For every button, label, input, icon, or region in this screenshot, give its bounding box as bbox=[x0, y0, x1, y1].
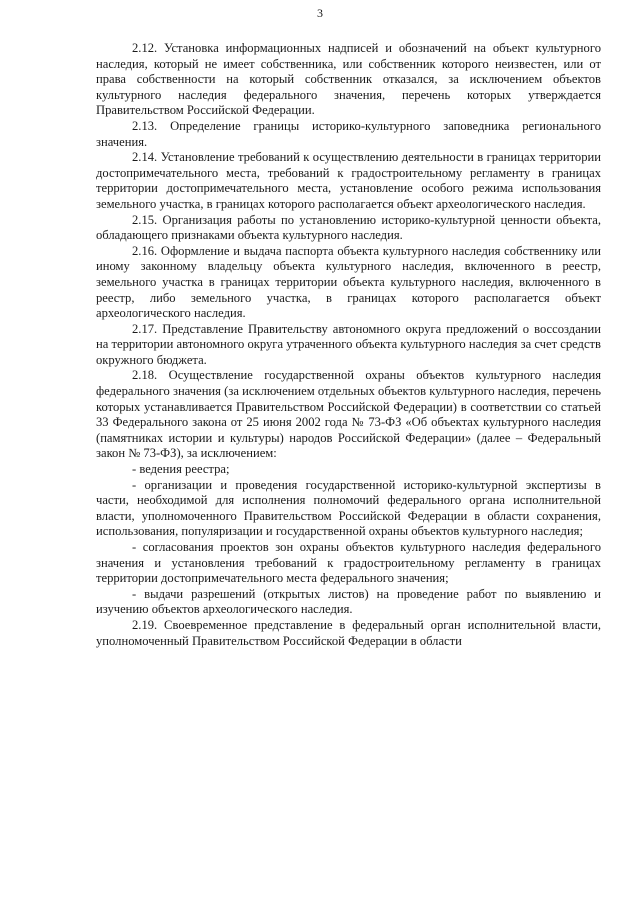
paragraph-2-12: 2.12. Установка информационных надписей и обозначений на объект культурного наследия, который не имеет собственника, или собственник которого неизвестен, или от права собственности на который собственник отказался, за исключением объектов культурного наследия федерального значения, перечень которых утверждается Правительством Российской Федерации. bbox=[96, 41, 601, 118]
exception-item-open-sheets: - выдачи разрешений (открытых листов) на проведение работ по выявлению и изучению объектов археологического наследия. bbox=[96, 586, 601, 617]
page-number: 3 bbox=[317, 6, 323, 20]
paragraph-2-17: 2.17. Представление Правительству автономного округа предложений о воссоздании на территории автономного округа утраченного объекта культурного наследия за счет средств окружного бюджета. bbox=[96, 321, 601, 367]
paragraph-2-18: 2.18. Осуществление государственной охраны объектов культурного наследия федерального значения (за исключением отдельных объектов культурного наследия, перечень которых устанавливается Правительством Российской Федерации) в соответствии со статьей 33 Федерального закона от 25 июня 2002 года № 73-ФЗ «Об объектах культурного наследия (памятниках истории и культуры) народов Российской Федерации» (далее – Федеральный закон № 73-ФЗ), за исключением: bbox=[96, 368, 601, 461]
paragraph-2-15: 2.15. Организация работы по установлению историко-культурной ценности объекта, обладающего признаками объекта культурного наследия. bbox=[96, 212, 601, 243]
paragraph-2-14: 2.14. Установление требований к осуществлению деятельности в границах территории достопримечательного места, требований к градостроительному регламенту в границах территории достопримечательного места, установление особого режима использования земельного участка, в границах которого располагается объект археологического наследия. bbox=[96, 150, 601, 211]
exception-item-protection-zones: - согласования проектов зон охраны объектов культурного наследия федерального значения и установления требований к градостроительному регламенту в границах территории достопримечательного места федерального значения; bbox=[96, 540, 601, 586]
exception-item-expertise: - организации и проведения государственной историко-культурной экспертизы в части, необходимой для исполнения полномочий федерального органа исполнительной власти, уполномоченного Правительством Российской Федерации в области сохранения, использования, популяризации и государственной охраны объектов культурного наследия; bbox=[96, 477, 601, 539]
document-body bbox=[96, 41, 601, 649]
paragraph-2-19: 2.19. Своевременное представление в федеральный орган исполнительной власти, уполномоченный Правительством Российской Федерации в области bbox=[96, 617, 601, 648]
exception-item-registry: - ведения реестра; bbox=[132, 462, 230, 477]
paragraph-2-13: 2.13. Определение границы историко-культурного заповедника регионального значения. bbox=[96, 118, 601, 149]
paragraph-2-16: 2.16. Оформление и выдача паспорта объекта культурного наследия собственнику или иному законному владельцу объекта культурного наследия, включенного в реестр, земельного участка в границах территории объекта культурного наследия, включенного в реестр, либо земельного участка, в границах которого располагается объект археологического наследия. bbox=[96, 243, 601, 321]
